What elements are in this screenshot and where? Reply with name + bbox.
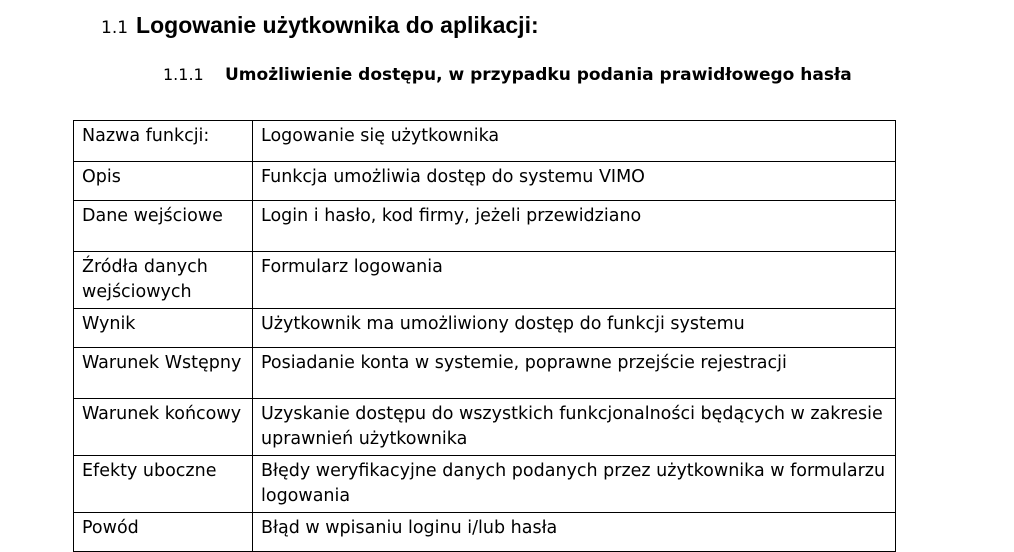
row-value: Błędy weryfikacyjne danych podanych przez użytkownika w formularzu logowania xyxy=(253,456,896,513)
row-key: Wynik xyxy=(74,309,253,348)
subsection-title: Umożliwienie dostępu, w przypadku podania prawidłowego hasła xyxy=(225,65,852,85)
row-key: Warunek końcowy xyxy=(74,399,253,456)
row-key: Powód xyxy=(74,513,253,552)
subsection-number: 1.1.1 xyxy=(163,65,204,84)
table-row xyxy=(74,162,896,201)
subsection-heading xyxy=(163,64,945,87)
section-number: 1.1 xyxy=(101,18,129,38)
row-value: Funkcja umożliwia dostęp do systemu VIMO xyxy=(253,162,896,201)
row-value: Uzyskanie dostępu do wszystkich funkcjonalności będących w zakresie uprawnień użytkownika xyxy=(253,399,896,456)
section-heading xyxy=(101,12,539,39)
table-row xyxy=(74,513,896,552)
row-value: Logowanie się użytkownika xyxy=(253,121,896,162)
row-value: Użytkownik ma umożliwiony dostęp do funkcji systemu xyxy=(253,309,896,348)
row-value: Formularz logowania xyxy=(253,252,896,309)
row-value: Błąd w wpisaniu loginu i/lub hasła xyxy=(253,513,896,552)
row-key: Dane wejściowe xyxy=(74,201,253,252)
row-key: Efekty uboczne xyxy=(74,456,253,513)
section-title: Logowanie użytkownika do aplikacji: xyxy=(136,12,539,38)
table-row xyxy=(74,121,896,162)
function-spec-table xyxy=(73,120,896,552)
row-value: Posiadanie konta w systemie, poprawne przejście rejestracji xyxy=(253,348,896,399)
table-row xyxy=(74,456,896,513)
row-key: Źródła danych wejściowych xyxy=(74,252,253,309)
table-row xyxy=(74,348,896,399)
row-key: Warunek Wstępny xyxy=(74,348,253,399)
table-row xyxy=(74,309,896,348)
row-key: Nazwa funkcji: xyxy=(74,121,253,162)
row-key: Opis xyxy=(74,162,253,201)
table-row xyxy=(74,252,896,309)
table-row xyxy=(74,399,896,456)
table-row xyxy=(74,201,896,252)
row-value: Login i hasło, kod firmy, jeżeli przewidziano xyxy=(253,201,896,252)
